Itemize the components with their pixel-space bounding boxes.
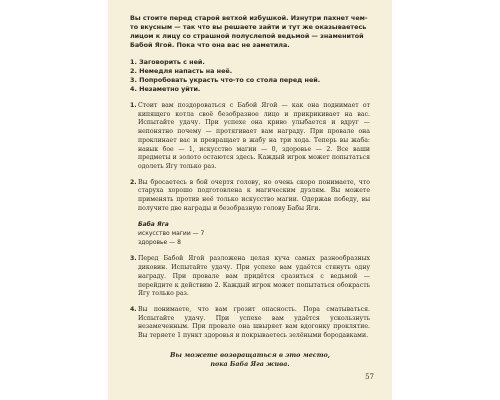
choice-list — [130, 58, 370, 94]
choice-3: 3. Попробовать украсть что-то со стола перед ней. — [130, 76, 321, 84]
outcome-text: Вы понимаете, что вам грозит опасность. Пора сматываться. Испытайте удачу. При успехе вам удаётся ускользнуть незамеченным. При провале она швыряет вам вдогонку проклятие. Вы теряете 1 пункт здоровья и покрываетесь зелёными бородавками. — [138, 305, 370, 340]
outcome-text: Стоит вам поздороваться с Бабой Ягой — как она поднимает от кипящего котла своё безобразное лицо и прикрикивает на вас. Испытайте удачу. При успехе она криво улыбается и вдруг — непонятно почему — протягивает вам награду. При провале она проклинает вас и превращает в жабу на три хода. Теперь вы жаба: навык бое — 1, искусство магии — 0, здоровье — 2. Все ваши предметы и золото остаются здесь. Каждый игрок может попытаться одолеть Ягу только раз. — [138, 102, 370, 170]
closing-line: пока Баба Яга жива. — [210, 359, 290, 368]
closing-line: Вы можете возвращаться в это место, — [170, 350, 330, 359]
choice-1: 1. Заговорить с ней. — [130, 58, 205, 66]
outcome-4 — [130, 306, 370, 341]
enemy-magic: искусство магии — 7 — [138, 230, 205, 238]
outcome-number: 3. — [130, 255, 137, 263]
outcome-text: Перед Бабой Ягой разложена целая куча самых разнообразных диковин. Испытайте удачу. При успехе вам удаётся стянуть одну награду. При провале вам придётся сразиться с ведьмой — перейдите к действию 2. Каждый игрок может попытаться обокрасть Ягу только раз. — [138, 255, 370, 298]
choice-4: 4. Незаметно уйти. — [130, 85, 201, 93]
outcome-2 — [130, 179, 370, 214]
outcome-number: 2. — [130, 178, 137, 186]
intro-paragraph: Вы стоите перед старой ветхой избушкой. Изнутри пахнет чем-то вкусным — так что вы решаете зайти и тут же оказываетесь лицом к лицу со страшной полуслепой ведьмой — знаменитой Бабой Ягой. Пока что она вас не заметила. — [130, 14, 368, 49]
outcome-text: Вы бросаетесь в бой очертя голову, но очень скоро понимаете, что старуха хорошо подготовлена к магическим дуэлям. Вы можете применять против неё только искусство магии. Одержав победу, вы получите две награды и безобразную голову Бабы Яги. — [138, 178, 370, 212]
outcome-number: 1. — [130, 102, 137, 109]
outcome-number: 4. — [130, 305, 137, 313]
book-page — [108, 0, 392, 400]
closing-note — [130, 351, 370, 369]
enemy-stats — [138, 220, 370, 247]
outcome-1 — [130, 102, 370, 172]
outcome-3 — [130, 255, 370, 299]
enemy-health: здоровье — 8 — [138, 239, 181, 247]
page-number: 57 — [365, 373, 374, 382]
enemy-name: Баба Яга — [138, 221, 169, 229]
choice-2: 2. Немедля напасть на неё. — [130, 67, 233, 75]
